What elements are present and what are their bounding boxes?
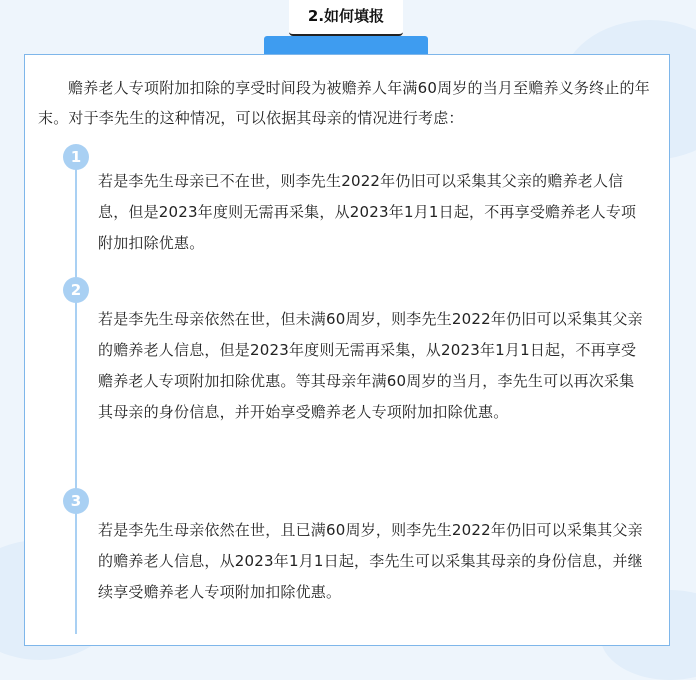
timeline-line (75, 156, 77, 634)
section-header-base (264, 36, 428, 54)
step-3-number: 3 (63, 488, 89, 514)
intro-paragraph: 赡养老人专项附加扣除的享受时间段为被赡养人年满60周岁的当月至赡养义务终止的年末。对于李先生的这种情况，可以依据其母亲的情况进行考虑： (38, 79, 650, 127)
step-2-text: 若是李先生母亲依然在世，但未满60周岁，则李先生2022年仍旧可以采集其父亲的赡养老人信息，但是2023年度则无需再采集，从2023年1月1日起，不再享受赡养老人专项附加扣除优惠。等其母亲年满60周岁的当月，李先生可以再次采集其母亲的身份信息，并开始享受赡养老人专项附加扣除优惠。 (98, 310, 643, 421)
section-title: 2.如何填报 (289, 0, 403, 36)
section-header (264, 0, 428, 54)
step-2-number: 2 (63, 277, 89, 303)
content-card (24, 54, 670, 646)
step-1-text: 若是李先生母亲已不在世，则李先生2022年仍旧可以采集其父亲的赡养老人信息，但是2023年度则无需再采集，从2023年1月1日起，不再享受赡养老人专项附加扣除优惠。 (98, 172, 637, 252)
step-3-text: 若是李先生母亲依然在世，且已满60周岁，则李先生2022年仍旧可以采集其父亲的赡养老人信息，从2023年1月1日起，李先生可以采集其母亲的身份信息，并继续享受赡养老人专项附加扣除优惠。 (98, 521, 643, 601)
step-1-number: 1 (63, 144, 89, 170)
